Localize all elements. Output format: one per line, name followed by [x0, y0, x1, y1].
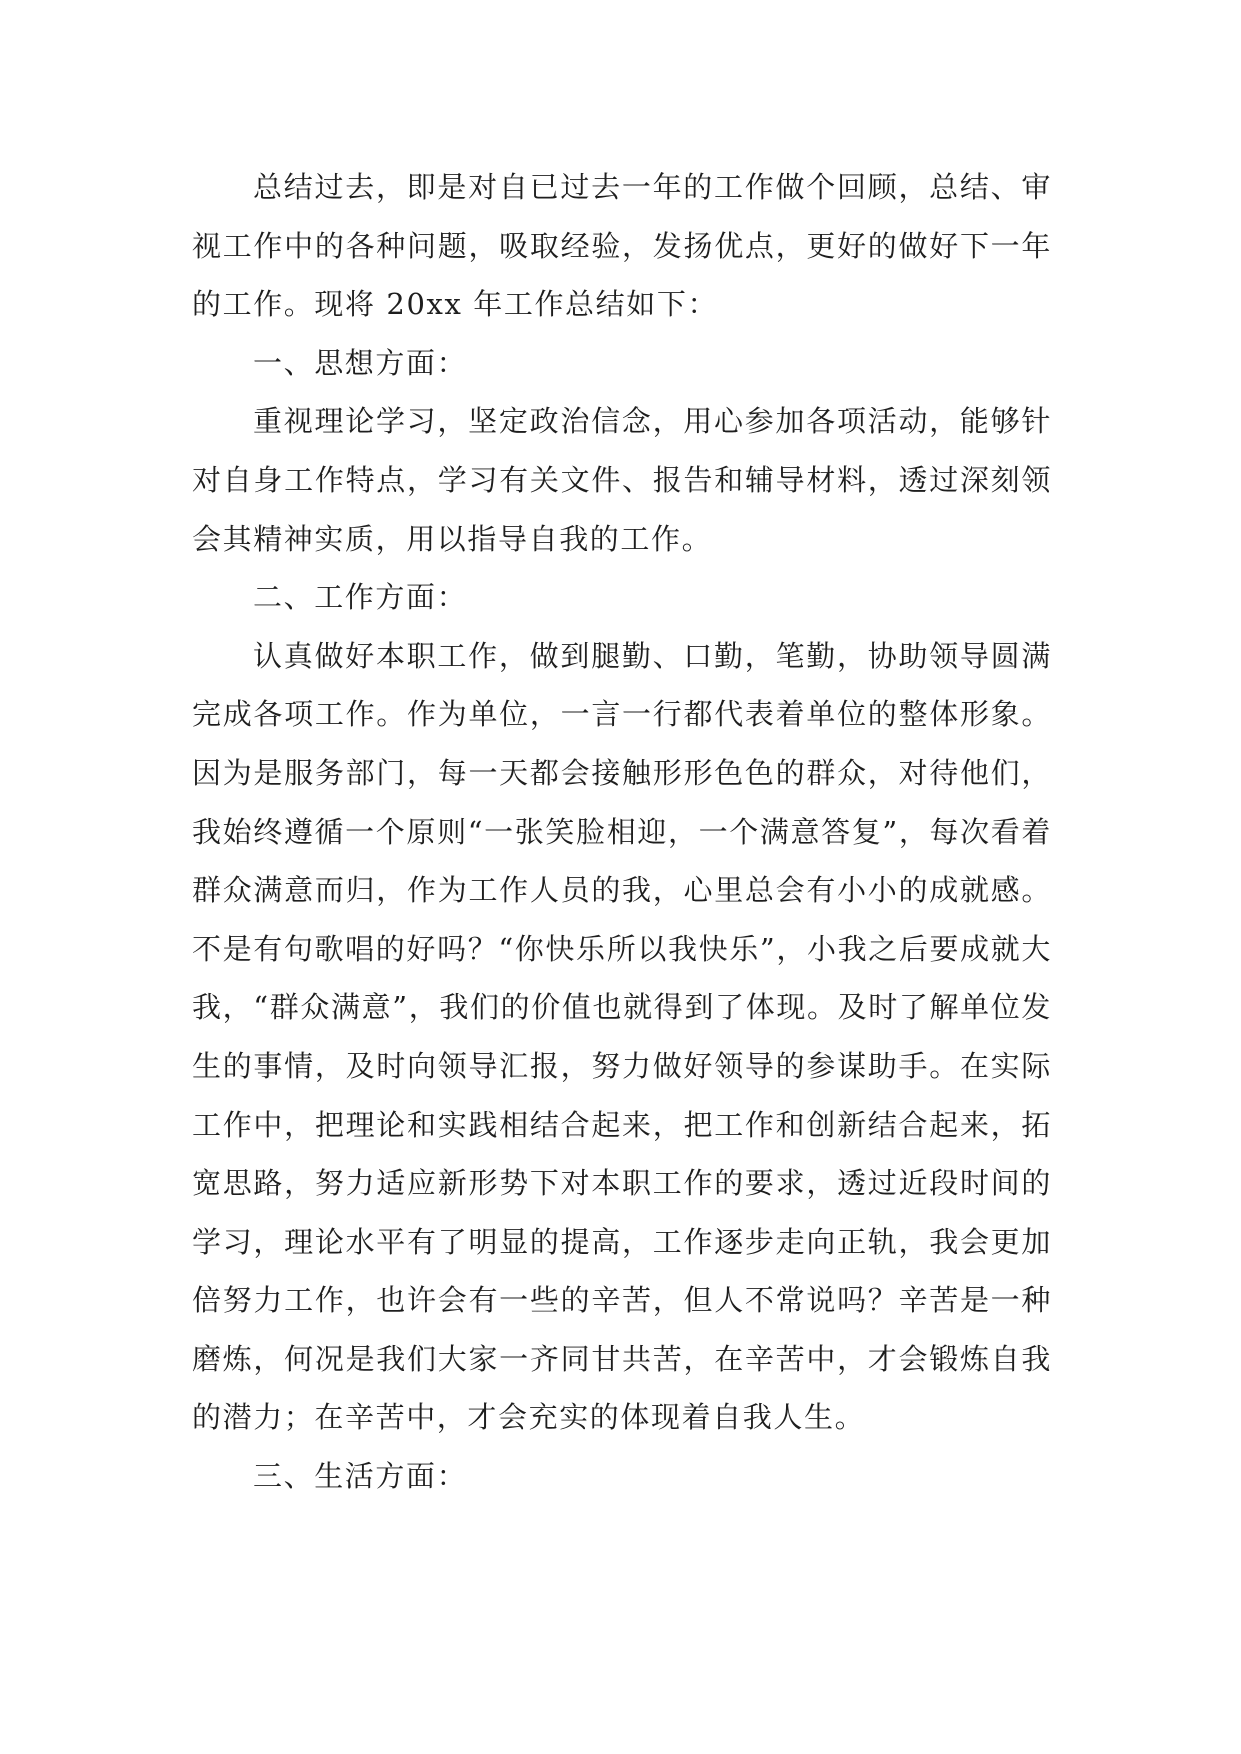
work-paragraph: 认真做好本职工作，做到腿勤、口勤，笔勤，协助领导圆满完成各项工作。作为单位，一言一行都代表着单位的整体形象。因为是服务部门，每一天都会接触形形色色的群众，对待他们，我始终遵循一个原则“一张笑脸相迎，一个满意答复”，每次看着群众满意而归，作为工作人员的我，心里总会有小小的成就感。不是有句歌唱的好吗？“你快乐所以我快乐”，小我之后要成就大我，“群众满意”，我们的价值也就得到了体现。及时了解单位发生的事情，及时向领导汇报，努力做好领导的参谋助手。在实际工作中，把理论和实践相结合起来，把工作和创新结合起来，拓宽思路，努力适应新形势下对本职工作的要求，透过近段时间的学习，理论水平有了明显的提高，工作逐步走向正轨，我会更加倍努力工作，也许会有一些的辛苦，但人不常说吗？辛苦是一种磨炼，何况是我们大家一齐同甘共苦，在辛苦中，才会锻炼自我的潜力；在辛苦中，才会充实的体现着自我人生。 — [192, 638, 1052, 1435]
document-body — [192, 158, 1052, 1506]
intro-paragraph: 总结过去，即是对自已过去一年的工作做个回顾，总结、审视工作中的各种问题，吸取经验，发扬优点，更好的做好下一年的工作。现将 20xx 年工作总结如下： — [192, 170, 1052, 322]
thought-paragraph: 重视理论学习，坚定政治信念，用心参加各项活动，能够针对自身工作特点，学习有关文件、报告和辅导材料，透过深刻领会其精神实质，用以指导自我的工作。 — [192, 404, 1052, 556]
section-heading-life: 三、生活方面： — [253, 1459, 468, 1494]
section-heading-thought: 一、思想方面： — [253, 345, 468, 380]
section-heading-work: 二、工作方面： — [253, 580, 468, 615]
